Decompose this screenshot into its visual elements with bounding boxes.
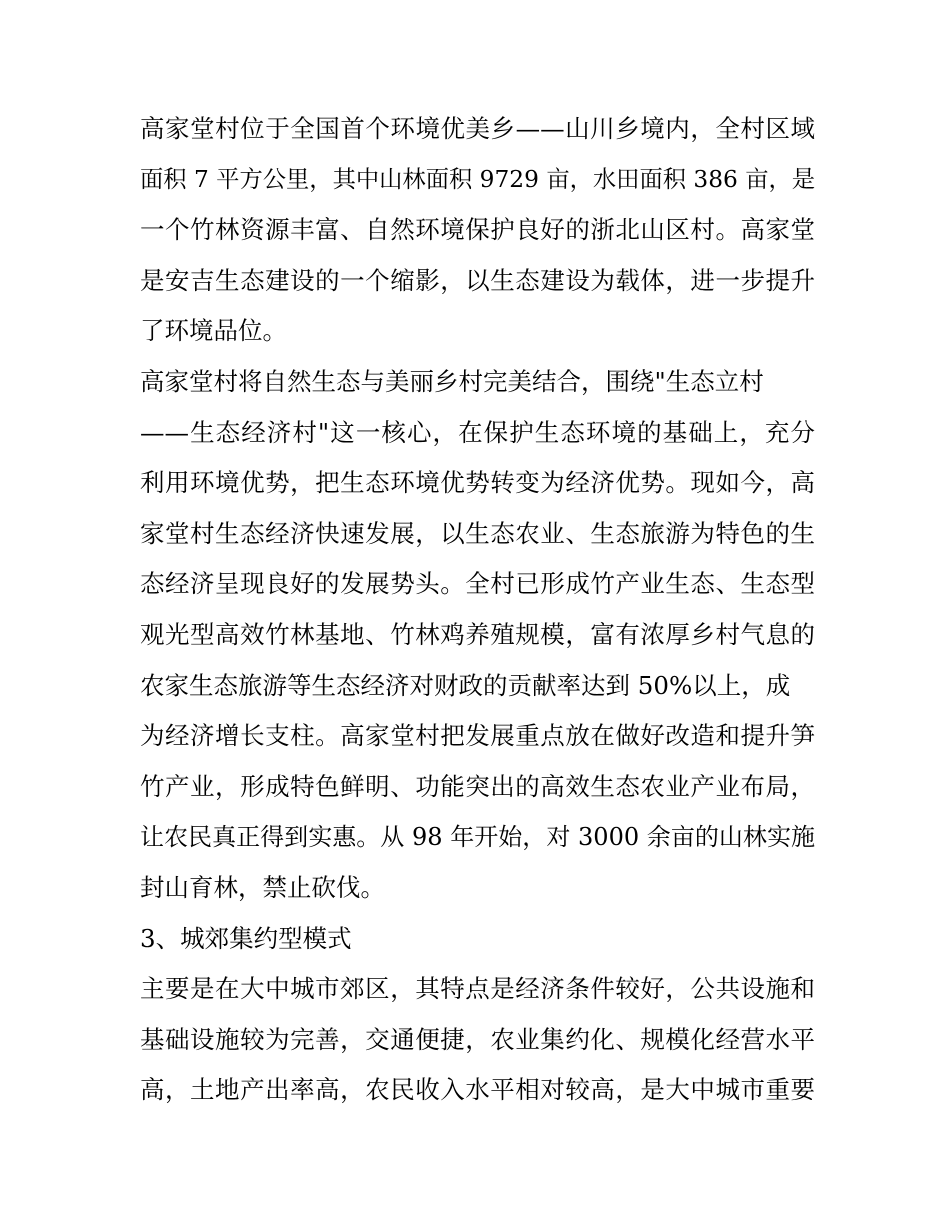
text-line: 主要是在大中城市郊区，其特点是经济条件较好，公共设施和 xyxy=(140,974,815,1004)
text-line: 是安吉生态建设的一个缩影，以生态建设为载体，进一步提升 xyxy=(140,265,815,295)
text-line: 一个竹林资源丰富、自然环境保护良好的浙北山区村。高家堂 xyxy=(140,215,815,245)
text-line: 高家堂村将自然生态与美丽乡村完美结合，围绕"生态立村 xyxy=(140,366,764,396)
text-line: 态经济呈现良好的发展势头。全村已形成竹产业生态、生态型 xyxy=(140,569,815,599)
text-line: 观光型高效竹林基地、竹林鸡养殖规模，富有浓厚乡村气息的 xyxy=(140,619,815,649)
text-line: 利用环境优势，把生态环境优势转变为经济优势。现如今，高 xyxy=(140,468,815,498)
text-line: 让农民真正得到实惠。从 98 年开始，对 3000 余亩的山林实施 xyxy=(140,823,816,852)
text-line: 高，土地产出率高，农民收入水平相对较高，是大中城市重要 xyxy=(140,1075,815,1105)
body-text xyxy=(140,104,815,1116)
text-line: 农家生态旅游等生态经济对财政的贡献率达到 50%以上，成 xyxy=(140,670,791,700)
text-line: 了环境品位。 xyxy=(140,316,287,346)
text-line: ——生态经济村"这一核心，在保护生态环境的基础上，充分 xyxy=(140,417,815,447)
text-line: 面积 7 平方公里，其中山林面积 9729 亩，水田面积 386 亩，是 xyxy=(140,165,816,193)
text-line: 高家堂村位于全国首个环境优美乡——山川乡境内，全村区域 xyxy=(140,114,815,143)
text-line: 封山育林，禁止砍伐。 xyxy=(140,872,385,902)
text-line: 为经济增长支柱。高家堂村把发展重点放在做好改造和提升笋 xyxy=(140,721,815,751)
text-line: 竹产业，形成特色鲜明、功能突出的高效生态农业产业布局， xyxy=(140,771,815,801)
text-line: 3、城郊集约型模式 xyxy=(140,923,352,953)
text-line: 基础设施较为完善，交通便捷，农业集约化、规模化经营水平 xyxy=(140,1024,815,1054)
text-line: 家堂村生态经济快速发展，以生态农业、生态旅游为特色的生 xyxy=(140,518,815,548)
